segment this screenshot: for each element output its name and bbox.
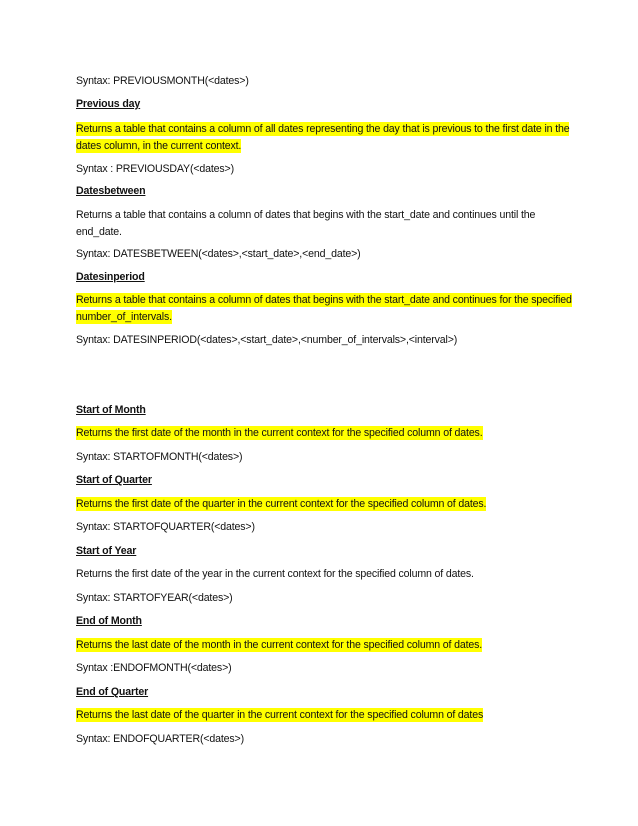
heading-start-of-quarter: Start of Quarter [76,474,152,486]
syntax-previousday: Syntax : PREVIOUSDAY(<dates>) [76,163,234,175]
heading-datesbetween: Datesbetween [76,185,146,197]
desc-previous-day: Returns a table that contains a column of all dates representing the day that is previous to the first date in the dates column, in the current context. [76,123,570,152]
heading-start-of-year: Start of Year [76,545,137,557]
desc-end-of-quarter: Returns the last date of the quarter in the current context for the specified column of dates [76,709,484,721]
heading-start-of-month: Start of Month [76,404,146,416]
syntax-datesinperiod: Syntax: DATESINPERIOD(<dates>,<start_date>,<number_of_intervals>,<interval>) [76,334,458,346]
heading-datesinperiod: Datesinperiod [76,271,145,283]
heading-end-of-month: End of Month [76,615,142,627]
syntax-datesbetween: Syntax: DATESBETWEEN(<dates>,<start_date>,<end_date>) [76,248,361,260]
syntax-startofyear: Syntax: STARTOFYEAR(<dates>) [76,592,233,604]
syntax-endofmonth: Syntax :ENDOFMONTH(<dates>) [76,662,232,674]
desc-start-of-quarter: Returns the first date of the quarter in the current context for the specified column of dates. [76,498,487,510]
syntax-endofquarter: Syntax: ENDOFQUARTER(<dates>) [76,733,244,745]
desc-datesinperiod: Returns a table that contains a column of dates that begins with the start_date and continues for the specified number_of_intervals. [76,294,572,323]
desc-start-of-month: Returns the first date of the month in the current context for the specified column of dates. [76,427,483,439]
heading-previous-day: Previous day [76,98,141,110]
syntax-startofmonth: Syntax: STARTOFMONTH(<dates>) [76,451,243,463]
desc-start-of-year: Returns the first date of the year in the current context for the specified column of dates. [76,568,474,580]
desc-datesbetween: Returns a table that contains a column of dates that begins with the start_date and continues until the end_date. [76,209,536,238]
syntax-previousmonth: Syntax: PREVIOUSMONTH(<dates>) [76,75,249,87]
desc-end-of-month: Returns the last date of the month in the current context for the specified column of dates. [76,639,483,651]
heading-end-of-quarter: End of Quarter [76,686,149,698]
syntax-startofquarter: Syntax: STARTOFQUARTER(<dates>) [76,521,255,533]
